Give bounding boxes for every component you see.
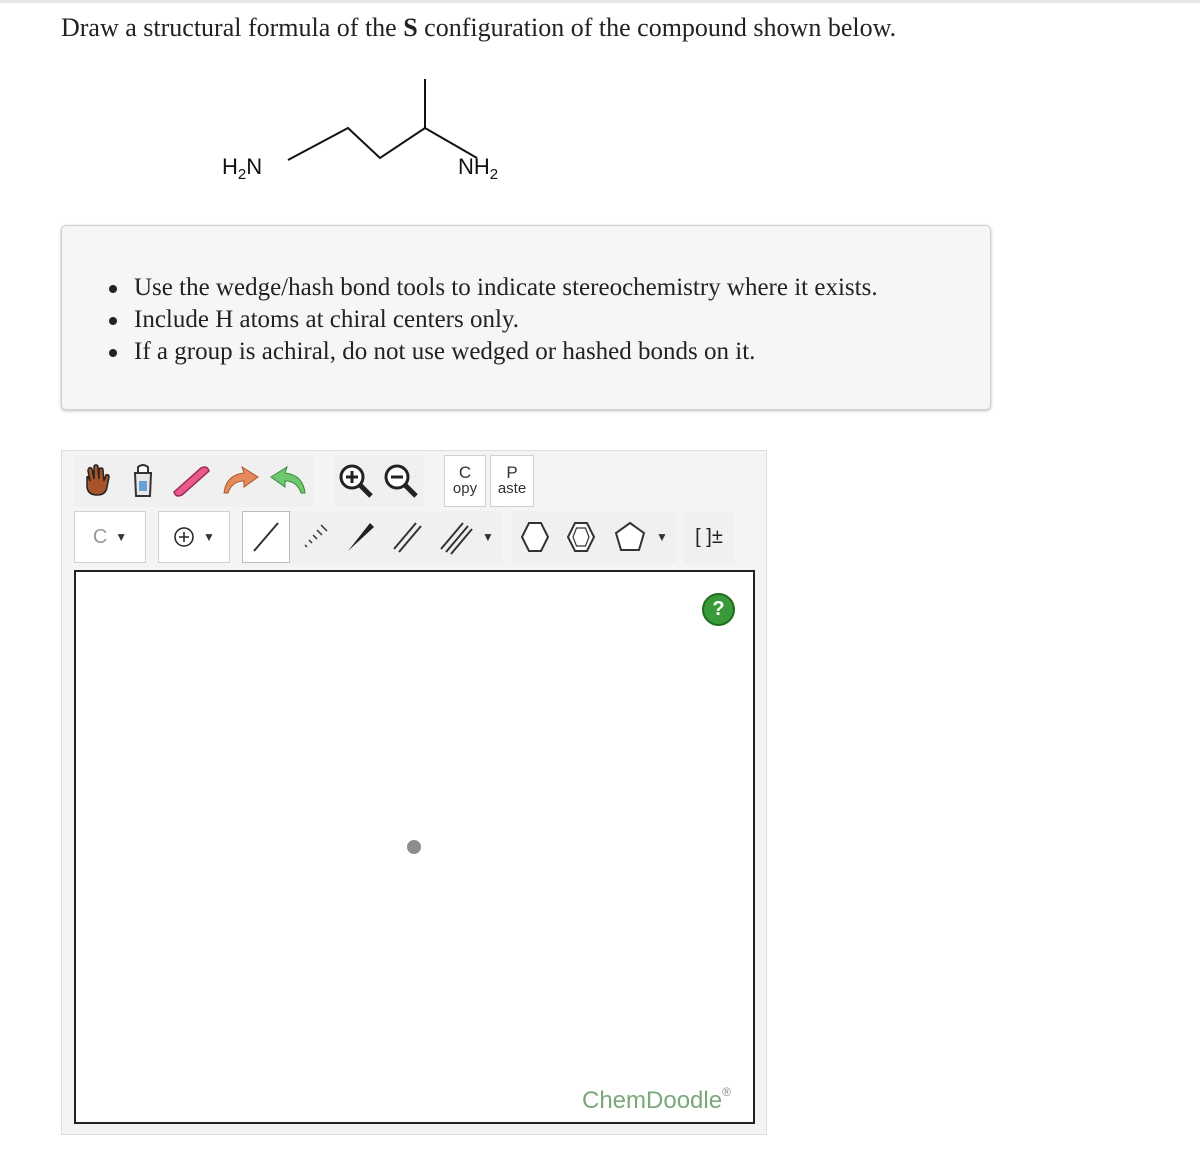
wedge-bond-icon xyxy=(342,519,378,555)
atom-label-dropdown[interactable] xyxy=(74,511,146,563)
redo-button[interactable] xyxy=(264,455,314,507)
toolbar-row-1 xyxy=(74,455,754,507)
right-amine-label: $NH_2$ xyxy=(458,154,499,183)
help-button[interactable]: ? xyxy=(702,593,735,626)
question-text xyxy=(61,13,896,43)
instructions-box xyxy=(61,225,991,410)
chemdoodle-editor xyxy=(61,450,767,1135)
copy-label-bottom: opy xyxy=(452,480,478,497)
charge-dropdown[interactable] xyxy=(158,511,230,563)
chevron-down-icon: ▼ xyxy=(203,529,215,544)
drawing-canvas[interactable] xyxy=(74,570,755,1124)
registered-mark: ® xyxy=(722,1085,731,1099)
undo-icon xyxy=(218,463,262,499)
brand-name: ChemDoodle xyxy=(582,1087,723,1114)
cyclopentane-dropdown[interactable] xyxy=(604,511,676,563)
copy-button[interactable] xyxy=(444,455,486,507)
chevron-down-icon: ▼ xyxy=(656,529,668,544)
double-bond-icon xyxy=(389,519,425,555)
paste-button[interactable] xyxy=(490,455,534,507)
cyclopentane-icon xyxy=(612,519,648,555)
zoom-out-icon xyxy=(381,462,421,500)
question-prefix: Draw a structural formula of the xyxy=(61,13,404,42)
single-bond-button[interactable] xyxy=(242,511,290,563)
eraser-button[interactable] xyxy=(166,455,216,507)
positive-charge-icon xyxy=(173,526,195,548)
triple-bond-dropdown[interactable] xyxy=(430,511,502,563)
instruction-item: Use the wedge/hash bond tools to indicate stereochemistry where it exists. xyxy=(134,272,878,304)
redo-icon xyxy=(267,463,311,499)
hand-tool-button[interactable] xyxy=(74,455,120,507)
zoom-in-button[interactable] xyxy=(334,455,378,507)
chemdoodle-brand xyxy=(582,1085,731,1115)
hash-bond-button[interactable] xyxy=(290,511,336,563)
copy-label-top: C xyxy=(458,463,472,482)
undo-button[interactable] xyxy=(216,455,264,507)
question-highlight: S xyxy=(403,13,418,42)
clear-icon xyxy=(126,463,160,499)
cyclohexane-button[interactable] xyxy=(512,511,558,563)
left-amine-label: $H_2N$ xyxy=(222,154,263,183)
cyclohexane-icon xyxy=(517,519,553,555)
zoom-in-icon xyxy=(336,462,376,500)
hash-bond-icon xyxy=(295,519,331,555)
bracket-charge-button[interactable] xyxy=(684,511,734,563)
single-bond-icon xyxy=(248,519,284,555)
instruction-item: If a group is achiral, do not use wedged or hashed bonds on it. xyxy=(134,336,878,368)
carbon-chain-bonds xyxy=(288,128,477,160)
wedge-bond-button[interactable] xyxy=(336,511,384,563)
question-suffix: configuration of the compound shown below. xyxy=(417,13,897,42)
paste-label-bottom: aste xyxy=(497,480,527,497)
paste-label-top: P xyxy=(506,463,518,482)
benzene-icon xyxy=(563,519,599,555)
double-bond-button[interactable] xyxy=(384,511,430,563)
triple-bond-icon xyxy=(438,519,474,555)
hand-icon xyxy=(79,463,115,499)
chevron-down-icon: ▼ xyxy=(115,529,128,544)
benzene-button[interactable] xyxy=(558,511,604,563)
eraser-icon xyxy=(169,463,213,499)
chevron-down-icon: ▼ xyxy=(482,529,494,544)
bracket-charge-label: [ ]± xyxy=(695,525,723,548)
clear-button[interactable] xyxy=(120,455,166,507)
top-divider xyxy=(0,0,1200,3)
instructions-list xyxy=(134,272,878,368)
molecule-structure xyxy=(200,70,540,200)
toolbar-row-2 xyxy=(74,511,754,563)
canvas-cursor-dot xyxy=(407,840,421,854)
instruction-item: Include H atoms at chiral centers only. xyxy=(134,304,878,336)
atom-label-text: C xyxy=(92,525,108,548)
zoom-out-button[interactable] xyxy=(378,455,424,507)
